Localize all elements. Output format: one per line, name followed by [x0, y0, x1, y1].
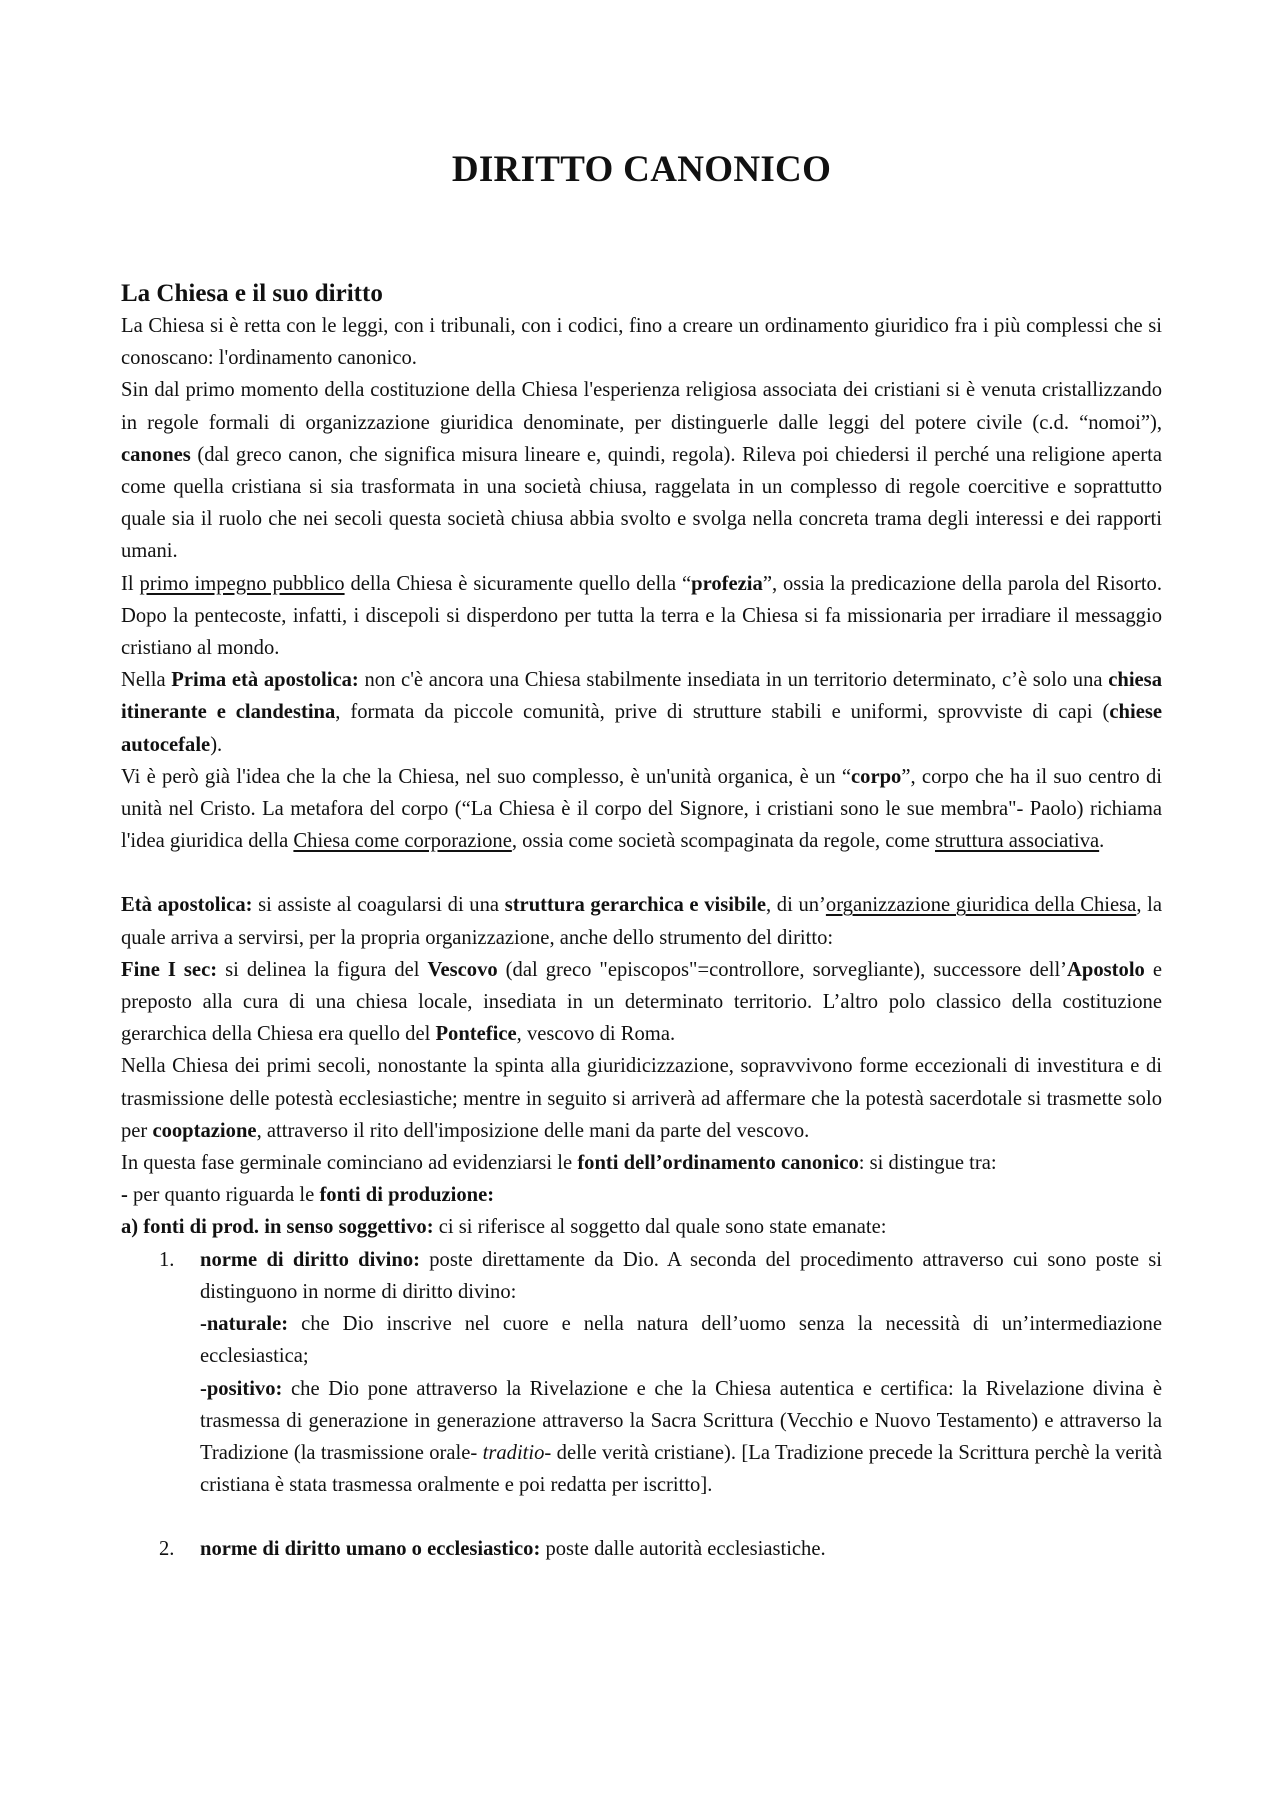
- paragraph-canones: Sin dal primo momento della costituzione della Chiesa l'esperienza religiosa associata dei cristiani si è venuta cristallizzando in regole formali di organizzazione giuridica denominate, per distinguerle dalle leggi del potere civile (c.d. “nomoi”), canones (dal greco canon, che significa misura lineare e, quindi, regola). Rileva poi chiedersi il perché una religione aperta come quella cristiana si sia trasformata in una società chiusa, raggelata in un complesso di regole coercitive e soprattutto quale sia il ruolo che nei secoli questa società chiusa abbia svolto e svolga nella concreta trama degli interessi e dei rapporti umani.: [121, 379, 1162, 563]
- list-item-body: norme di diritto umano o ecclesiastico: poste dalle autorità ecclesiastiche.: [200, 1538, 826, 1561]
- paragraph-spacer: [121, 857, 1162, 889]
- list-subitem-positivo: -positivo: che Dio pone attraverso la Rivelazione e che la Chiesa autentica e certifica: la Rivelazione divina è trasmessa di generazione in generazione attraverso la Sacra Scrittura (Vecchio e Nuovo Testamento) e attraverso la Tradizione (la trasmissione orale- traditio- delle verità cristiane). [La Tradizione precede la Scrittura perchè la verità cristiana è stata trasmessa oralmente e poi redatta per iscritto].: [200, 1377, 1162, 1497]
- list-item-body: norme di diritto divino: poste direttamente da Dio. A seconda del procedimento attraverso cui sono poste si distinguono in norme di diritto divino:: [200, 1248, 1162, 1303]
- paragraph-corpo: Vi è però già l'idea che la che la Chiesa, nel suo complesso, è un'unità organica, è un “corpo”, corpo che ha il suo centro di unità nel Cristo. La metafora del corpo (“La Chiesa è il corpo del Signore, i cristiani sono le sue membra"- Paolo) richiama l'idea giuridica della Chiesa come corporazione, ossia come società scompaginata da regole, come struttura associativa.: [121, 765, 1162, 853]
- paragraph-senso-soggettivo: a) fonti di prod. in senso soggettivo: ci si riferisce al soggetto dal quale sono state emanate:: [121, 1216, 887, 1239]
- norms-list: [121, 1244, 1162, 1566]
- list-number: 1.: [159, 1248, 175, 1271]
- paragraph-profezia: Il primo impegno pubblico della Chiesa è sicuramente quello della “profezia”, ossia la predicazione della parola del Risorto. Dopo la pentecoste, infatti, i discepoli si disperdono per tutta la terra e la Chiesa si fa missionaria per irradiare il messaggio cristiano al mondo.: [121, 572, 1162, 660]
- list-spacer: [121, 1501, 1162, 1533]
- paragraph-prima-eta: Nella Prima età apostolica: non c'è ancora una Chiesa stabilmente insediata in un territorio determinato, c’è solo una chiesa itinerante e clandestina, formata da piccole comunità, prive di strutture stabili e uniformi, sprovviste di capi (chiese autocefale).: [121, 669, 1162, 756]
- section-heading: La Chiesa e il suo diritto: [121, 280, 383, 307]
- list-subitem-naturale: -naturale: che Dio inscrive nel cuore e nella natura dell’uomo senza la necessità di un’intermediazione ecclesiastica;: [200, 1313, 1162, 1368]
- list-number: 2.: [159, 1538, 175, 1561]
- paragraph-fine-i-sec: Fine I sec: si delinea la figura del Vescovo (dal greco "episcopos"=controllore, sorvegliante), successore dell’Apostolo e preposto alla cura di una chiesa locale, insediata in un determinato territorio. L’altro polo classico della costituzione gerarchica della Chiesa era quello del Pontefice, vescovo di Roma.: [121, 958, 1163, 1046]
- paragraph-primi-secoli: Nella Chiesa dei primi secoli, nonostante la spinta alla giuridicizzazione, sopravvivono forme eccezionali di investitura e di trasmissione delle potestà ecclesiastiche; mentre in seguito si arriverà ad affermare che la potestà sacerdotale si trasmette solo per cooptazione, attraverso il rito dell'imposizione delle mani da parte del vescovo.: [121, 1055, 1162, 1142]
- page-title: DIRITTO CANONICO: [451, 149, 832, 190]
- paragraph-eta-apostolica: Età apostolica: si assiste al coagularsi di una struttura gerarchica e visibile, di un’organizzazione giuridica della Chiesa, la quale arriva a servirsi, per la propria organizzazione, anche dello strumento del diritto:: [121, 894, 1162, 949]
- paragraph-fonti-produzione: - per quanto riguarda le fonti di produzione:: [121, 1184, 495, 1207]
- list-item: [121, 1533, 1162, 1565]
- paragraph-intro: La Chiesa si è retta con le leggi, con i tribunali, con i codici, fino a creare un ordinamento giuridico fra i più complessi che si conoscano: l'ordinamento canonico.: [121, 315, 1162, 370]
- paragraph-fonti: In questa fase germinale cominciano ad evidenziarsi le fonti dell’ordinamento canonico: si distingue tra:: [121, 1152, 997, 1175]
- list-item: [121, 1244, 1162, 1502]
